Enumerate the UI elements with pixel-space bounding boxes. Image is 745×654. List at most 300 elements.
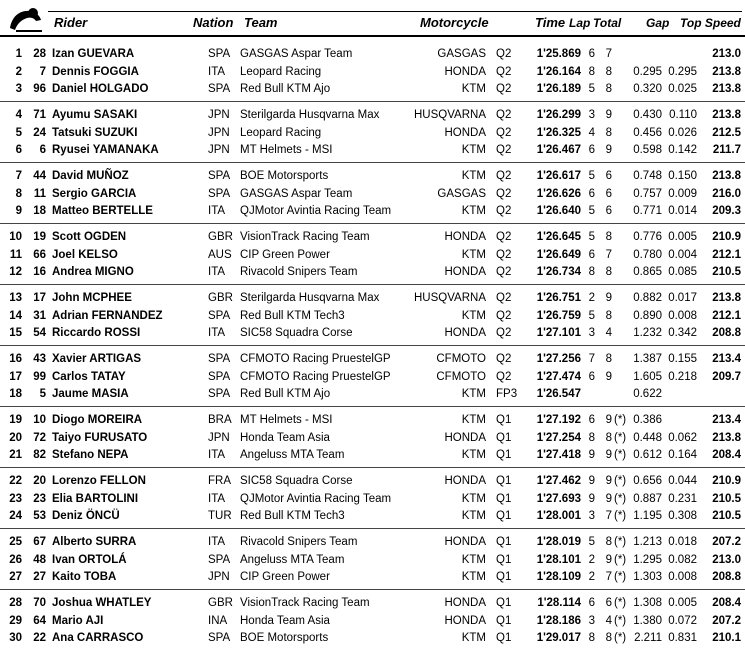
gap-previous-cell: 0.082 [668, 553, 697, 566]
lap-time-cell: 1'27.101 [536, 327, 581, 339]
position-cell: 8 [15, 187, 22, 200]
team-cell: Angeluss MTA Team [240, 449, 345, 461]
top-speed-cell: 212.1 [712, 248, 741, 261]
motorcycle-cell: CFMOTO [436, 370, 486, 383]
position-cell: 13 [9, 292, 22, 304]
header-top-speed: Top Speed [680, 16, 741, 30]
rider-name-cell: John MCPHEE [52, 292, 132, 304]
top-speed-cell: 213.4 [712, 353, 741, 365]
header-team: Team [244, 15, 278, 30]
top-speed-cell: 216.0 [712, 187, 741, 200]
session-cell: Q2 [496, 292, 512, 304]
lap-time-cell: 1'27.192 [536, 414, 581, 426]
position-cell: 18 [9, 388, 22, 400]
best-lap-cell: 8 [588, 431, 595, 444]
total-laps-cell: 8 [605, 266, 612, 278]
gap-cell: 0.882 [633, 292, 662, 304]
nation-cell: ITA [208, 205, 226, 217]
position-cell: 25 [9, 536, 22, 548]
nation-cell: JPN [208, 571, 230, 583]
best-lap-cell: 3 [588, 510, 595, 522]
position-cell: 16 [9, 353, 22, 365]
session-cell: Q2 [496, 266, 512, 278]
bike-number-cell: 23 [33, 492, 46, 505]
position-cell: 17 [9, 370, 22, 383]
session-cell: Q2 [496, 126, 512, 139]
gap-cell: 1.387 [633, 353, 662, 365]
gap-previous-cell: 0.085 [668, 266, 697, 278]
session-cell: Q1 [496, 536, 512, 548]
best-lap-cell: 5 [588, 170, 595, 182]
gap-cell: 0.757 [633, 187, 662, 200]
not-qualified-marker: (*) [614, 614, 627, 627]
group-separator [0, 223, 745, 224]
motorcycle-cell: KTM [461, 388, 486, 400]
group-separator [0, 284, 745, 285]
nation-cell: BRA [208, 414, 232, 426]
position-cell: 14 [9, 309, 22, 322]
motorcycle-cell: KTM [461, 553, 486, 566]
session-cell: Q2 [496, 370, 512, 383]
session-cell: Q1 [496, 632, 512, 644]
top-speed-cell: 212.5 [712, 126, 741, 139]
team-cell: Leopard Racing [240, 65, 322, 78]
gap-previous-cell: 0.150 [668, 170, 697, 182]
gap-cell: 0.656 [633, 475, 662, 487]
position-cell: 3 [15, 83, 22, 95]
team-cell: Sterilgarda Husqvarna Max [240, 109, 380, 121]
not-qualified-marker: (*) [614, 492, 627, 505]
table-row [0, 106, 745, 124]
top-speed-cell: 213.8 [712, 83, 741, 95]
table-row [0, 629, 745, 647]
total-laps-cell: 8 [605, 431, 612, 444]
table-row [0, 263, 745, 281]
gap-cell: 1.213 [633, 536, 662, 548]
best-lap-cell: 9 [588, 492, 595, 505]
gap-cell: 0.430 [633, 109, 662, 121]
bike-number-cell: 22 [33, 632, 46, 644]
rider-name-cell: Sergio GARCIA [52, 187, 137, 200]
table-row [0, 228, 745, 246]
gap-previous-cell: 0.164 [668, 449, 697, 461]
team-cell: MT Helmets - MSI [240, 144, 333, 156]
lap-time-cell: 1'29.017 [536, 632, 581, 644]
gap-previous-cell: 0.005 [668, 597, 697, 609]
best-lap-cell: 9 [588, 449, 595, 461]
top-speed-cell: 208.4 [712, 449, 741, 461]
team-cell: CFMOTO Racing PruestelGP [240, 353, 391, 365]
bike-number-cell: 20 [33, 475, 46, 487]
group-separator [0, 101, 745, 102]
top-speed-cell: 213.4 [712, 414, 741, 426]
motorcycle-cell: HONDA [444, 266, 486, 278]
session-cell: Q2 [496, 144, 512, 156]
position-cell: 28 [9, 597, 22, 609]
motorcycle-cell: HONDA [444, 65, 486, 78]
gap-previous-cell: 0.026 [668, 126, 697, 139]
lap-time-cell: 1'27.418 [536, 449, 581, 461]
table-row [0, 167, 745, 185]
lap-time-cell: 1'28.109 [536, 571, 581, 583]
gap-cell: 1.380 [633, 614, 662, 627]
position-cell: 20 [9, 431, 22, 444]
nation-cell: GBR [208, 597, 233, 609]
bike-number-cell: 96 [33, 83, 46, 95]
gap-cell: 1.195 [633, 510, 662, 522]
top-speed-cell: 210.9 [712, 475, 741, 487]
rider-name-cell: Lorenzo FELLON [52, 475, 146, 487]
group-separator [0, 467, 745, 468]
best-lap-cell: 6 [588, 187, 595, 200]
bike-number-cell: 27 [33, 571, 46, 583]
team-cell: Red Bull KTM Tech3 [240, 309, 345, 322]
best-lap-cell: 5 [588, 231, 595, 243]
position-cell: 21 [9, 449, 22, 461]
best-lap-cell: 5 [588, 536, 595, 548]
nation-cell: GBR [208, 231, 233, 243]
total-laps-cell: 9 [605, 449, 612, 461]
gap-cell: 0.780 [633, 248, 662, 261]
motorcycle-cell: HONDA [444, 597, 486, 609]
top-speed-cell: 213.0 [712, 553, 741, 566]
lap-time-cell: 1'28.186 [536, 614, 581, 627]
motorcycle-cell: KTM [461, 309, 486, 322]
gap-cell: 2.211 [634, 632, 662, 644]
gap-previous-cell: 0.218 [668, 370, 697, 383]
team-cell: Sterilgarda Husqvarna Max [240, 292, 380, 304]
motorcycle-cell: KTM [461, 492, 486, 505]
position-cell: 22 [9, 475, 22, 487]
bike-number-cell: 5 [39, 388, 46, 400]
team-cell: QJMotor Avintia Racing Team [240, 205, 392, 217]
motorcycle-cell: KTM [461, 205, 486, 217]
best-lap-cell: 5 [588, 309, 595, 322]
top-speed-cell: 209.3 [712, 205, 741, 217]
nation-cell: SPA [208, 187, 231, 200]
rider-name-cell: Carlos TATAY [52, 370, 126, 383]
nation-cell: GBR [208, 292, 233, 304]
table-row [0, 246, 745, 264]
motorcycle-cell: HUSQVARNA [414, 292, 486, 304]
table-row [0, 446, 745, 464]
team-cell: Honda Team Asia [240, 431, 330, 444]
bike-number-cell: 71 [33, 109, 46, 121]
table-row [0, 324, 745, 342]
lap-time-cell: 1'27.254 [536, 431, 581, 444]
gap-cell: 1.232 [633, 327, 662, 339]
position-cell: 12 [9, 266, 22, 278]
rider-name-cell: Mario AJI [52, 614, 104, 627]
session-cell: FP3 [496, 388, 518, 400]
not-qualified-marker: (*) [614, 571, 627, 583]
table-row [0, 594, 745, 612]
table-row [0, 551, 745, 569]
bike-number-cell: 18 [33, 205, 46, 217]
bike-number-cell: 11 [33, 187, 46, 200]
total-laps-cell: 9 [605, 144, 612, 156]
gap-previous-cell: 0.005 [668, 231, 697, 243]
position-cell: 26 [9, 553, 22, 566]
rider-name-cell: Alberto SURRA [52, 536, 137, 548]
table-row [0, 507, 745, 525]
gap-cell: 1.295 [633, 553, 662, 566]
lap-time-cell: 1'26.299 [536, 109, 581, 121]
lap-time-cell: 1'26.649 [536, 248, 581, 261]
rider-name-cell: Joshua WHATLEY [52, 597, 152, 609]
gap-cell: 0.456 [633, 126, 662, 139]
not-qualified-marker: (*) [614, 536, 627, 548]
gap-previous-cell: 0.017 [668, 292, 697, 304]
lap-time-cell: 1'27.462 [536, 475, 581, 487]
session-cell: Q2 [496, 327, 512, 339]
gap-cell: 0.386 [633, 414, 662, 426]
total-laps-cell: 8 [605, 231, 612, 243]
motorcycle-cell: GASGAS [437, 48, 486, 60]
rider-name-cell: Deniz ÖNCÜ [52, 510, 120, 522]
bike-number-cell: 64 [33, 614, 46, 627]
motorcycle-cell: HONDA [444, 431, 486, 444]
session-cell: Q1 [496, 475, 512, 487]
position-cell: 10 [9, 231, 22, 243]
position-cell: 6 [15, 144, 22, 156]
lap-time-cell: 1'27.256 [536, 353, 581, 365]
top-speed-cell: 210.5 [712, 510, 741, 522]
total-laps-cell: 9 [605, 492, 612, 505]
lap-time-cell: 1'26.751 [536, 292, 581, 304]
gap-cell: 0.776 [633, 231, 662, 243]
position-cell: 9 [15, 205, 22, 217]
gap-previous-cell: 0.155 [668, 353, 697, 365]
not-qualified-marker: (*) [614, 414, 627, 426]
rider-name-cell: Kaito TOBA [52, 571, 117, 583]
nation-cell: SPA [208, 553, 231, 566]
lap-time-cell: 1'26.189 [536, 83, 581, 95]
gap-previous-cell: 0.004 [668, 248, 697, 261]
lap-time-cell: 1'26.645 [536, 231, 581, 243]
bike-number-cell: 66 [33, 248, 46, 261]
bike-number-cell: 82 [33, 449, 46, 461]
nation-cell: JPN [208, 126, 230, 139]
nation-cell: JPN [208, 144, 230, 156]
nation-cell: ITA [208, 536, 226, 548]
lap-time-cell: 1'28.001 [536, 510, 581, 522]
best-lap-cell: 8 [588, 266, 595, 278]
rider-name-cell: Ivan ORTOLÁ [52, 553, 127, 566]
bike-number-cell: 7 [39, 65, 46, 78]
motorcycle-cell: HONDA [444, 475, 486, 487]
gap-previous-cell: 0.062 [668, 431, 697, 444]
best-lap-cell: 6 [588, 597, 595, 609]
session-cell: Q2 [496, 170, 512, 182]
best-lap-cell: 9 [588, 475, 595, 487]
not-qualified-marker: (*) [614, 475, 627, 487]
position-cell: 1 [15, 48, 22, 60]
bike-number-cell: 28 [33, 48, 46, 60]
session-cell: Q2 [496, 65, 512, 78]
gap-cell: 0.598 [633, 144, 662, 156]
total-laps-cell: 7 [605, 48, 612, 60]
nation-cell: SPA [208, 370, 231, 383]
position-cell: 7 [15, 170, 22, 182]
nation-cell: ITA [208, 449, 226, 461]
nation-cell: ITA [208, 327, 226, 339]
motorcycle-cell: KTM [461, 632, 486, 644]
total-laps-cell: 7 [605, 248, 612, 261]
best-lap-cell: 7 [588, 353, 595, 365]
bike-number-cell: 17 [33, 292, 46, 304]
table-row [0, 568, 745, 586]
nation-cell: TUR [208, 510, 232, 522]
gap-cell: 1.605 [633, 370, 662, 383]
bike-number-cell: 99 [33, 370, 46, 383]
team-cell: Rivacold Snipers Team [240, 536, 358, 548]
table-row [0, 368, 745, 386]
session-cell: Q1 [496, 614, 512, 627]
bike-number-cell: 43 [33, 353, 46, 365]
total-laps-cell: 9 [605, 475, 612, 487]
lap-time-cell: 1'26.626 [536, 187, 581, 200]
bike-number-cell: 54 [33, 327, 46, 339]
rider-name-cell: Daniel HOLGADO [52, 83, 149, 95]
total-laps-cell: 4 [605, 614, 612, 627]
total-laps-cell: 6 [605, 187, 612, 200]
header-time: Time [535, 15, 566, 30]
session-cell: Q1 [496, 571, 512, 583]
best-lap-cell: 3 [588, 109, 595, 121]
table-row [0, 612, 745, 630]
position-cell: 23 [9, 492, 22, 505]
motorcycle-cell: KTM [461, 170, 486, 182]
position-cell: 15 [9, 327, 22, 339]
top-speed-cell: 213.8 [712, 109, 741, 121]
rider-name-cell: Xavier ARTIGAS [52, 353, 142, 365]
team-cell: SIC58 Squadra Corse [240, 475, 353, 487]
rider-name-cell: Andrea MIGNO [52, 266, 134, 278]
best-lap-cell: 2 [588, 571, 595, 583]
gap-cell: 0.887 [633, 492, 662, 505]
top-speed-cell: 213.8 [712, 292, 741, 304]
gap-cell: 0.448 [633, 431, 662, 444]
top-speed-cell: 210.5 [712, 266, 741, 278]
table-header [0, 0, 745, 40]
total-laps-cell: 9 [605, 109, 612, 121]
top-speed-cell: 208.8 [712, 571, 741, 583]
session-cell: Q2 [496, 353, 512, 365]
best-lap-cell: 6 [588, 248, 595, 261]
nation-cell: INA [208, 614, 228, 627]
best-lap-cell: 6 [588, 144, 595, 156]
top-speed-cell: 208.8 [712, 327, 741, 339]
table-row [0, 490, 745, 508]
team-cell: Red Bull KTM Ajo [240, 388, 331, 400]
not-qualified-marker: (*) [614, 597, 627, 609]
session-cell: Q2 [496, 309, 512, 322]
rider-silhouette-icon [6, 4, 46, 34]
team-cell: Honda Team Asia [240, 614, 330, 627]
nation-cell: ITA [208, 65, 226, 78]
gap-previous-cell: 0.018 [668, 536, 697, 548]
motorcycle-cell: KTM [461, 83, 486, 95]
header-nation: Nation [193, 15, 234, 30]
nation-cell: SPA [208, 170, 231, 182]
rider-name-cell: Ryusei YAMANAKA [52, 144, 159, 156]
not-qualified-marker: (*) [614, 553, 627, 566]
session-cell: Q2 [496, 205, 512, 217]
total-laps-cell: 9 [605, 370, 612, 383]
table-row [0, 45, 745, 63]
position-cell: 5 [15, 126, 22, 139]
lap-time-cell: 1'26.759 [536, 309, 581, 322]
rider-name-cell: Joel KELSO [52, 248, 118, 261]
session-cell: Q2 [496, 83, 512, 95]
lap-time-cell: 1'25.869 [536, 48, 581, 60]
table-row [0, 202, 745, 220]
motorcycle-cell: KTM [461, 571, 486, 583]
rider-name-cell: Scott OGDEN [52, 231, 127, 243]
gap-cell: 0.295 [633, 65, 662, 78]
motorcycle-cell: KTM [461, 144, 486, 156]
team-cell: Red Bull KTM Ajo [240, 83, 331, 95]
session-cell: Q1 [496, 492, 512, 505]
gap-cell: 1.308 [633, 597, 662, 609]
session-cell: Q2 [496, 109, 512, 121]
team-cell: BOE Motorsports [240, 632, 329, 644]
nation-cell: SPA [208, 353, 231, 365]
total-laps-cell: 8 [605, 632, 612, 644]
header-lap: Lap [569, 16, 591, 30]
motorcycle-cell: HONDA [444, 536, 486, 548]
total-laps-cell: 6 [605, 205, 612, 217]
lap-time-cell: 1'26.467 [536, 144, 581, 156]
team-cell: CIP Green Power [240, 248, 330, 261]
table-row [0, 429, 745, 447]
top-speed-cell: 210.1 [712, 632, 741, 644]
bike-number-cell: 16 [33, 266, 46, 278]
lap-time-cell: 1'26.547 [536, 388, 581, 400]
best-lap-cell: 6 [588, 414, 595, 426]
bike-number-cell: 72 [33, 431, 46, 444]
top-speed-cell: 209.7 [712, 370, 741, 383]
header-top-rule [48, 11, 742, 12]
team-cell: SIC58 Squadra Corse [240, 327, 353, 339]
bike-number-cell: 10 [33, 414, 46, 426]
top-speed-cell: 212.1 [712, 309, 741, 322]
gap-previous-cell: 0.009 [668, 187, 697, 200]
team-cell: Red Bull KTM Tech3 [240, 510, 345, 522]
best-lap-cell: 8 [588, 632, 595, 644]
total-laps-cell: 8 [605, 309, 612, 322]
nation-cell: FRA [208, 475, 231, 487]
motorcycle-cell: KTM [461, 414, 486, 426]
session-cell: Q2 [496, 248, 512, 261]
bike-number-cell: 67 [33, 536, 46, 548]
table-row [0, 185, 745, 203]
team-cell: VisionTrack Racing Team [240, 597, 370, 609]
position-cell: 29 [9, 614, 22, 627]
team-cell: Angeluss MTA Team [240, 553, 345, 566]
session-cell: Q2 [496, 187, 512, 200]
top-speed-cell: 213.8 [712, 65, 741, 78]
top-speed-cell: 210.9 [712, 231, 741, 243]
gap-cell: 0.320 [633, 83, 662, 95]
rider-name-cell: Matteo BERTELLE [52, 205, 153, 217]
header-motorcycle: Motorcycle [420, 15, 489, 30]
best-lap-cell: 3 [588, 614, 595, 627]
best-lap-cell: 2 [588, 553, 595, 566]
session-cell: Q2 [496, 48, 512, 60]
nation-cell: SPA [208, 388, 231, 400]
